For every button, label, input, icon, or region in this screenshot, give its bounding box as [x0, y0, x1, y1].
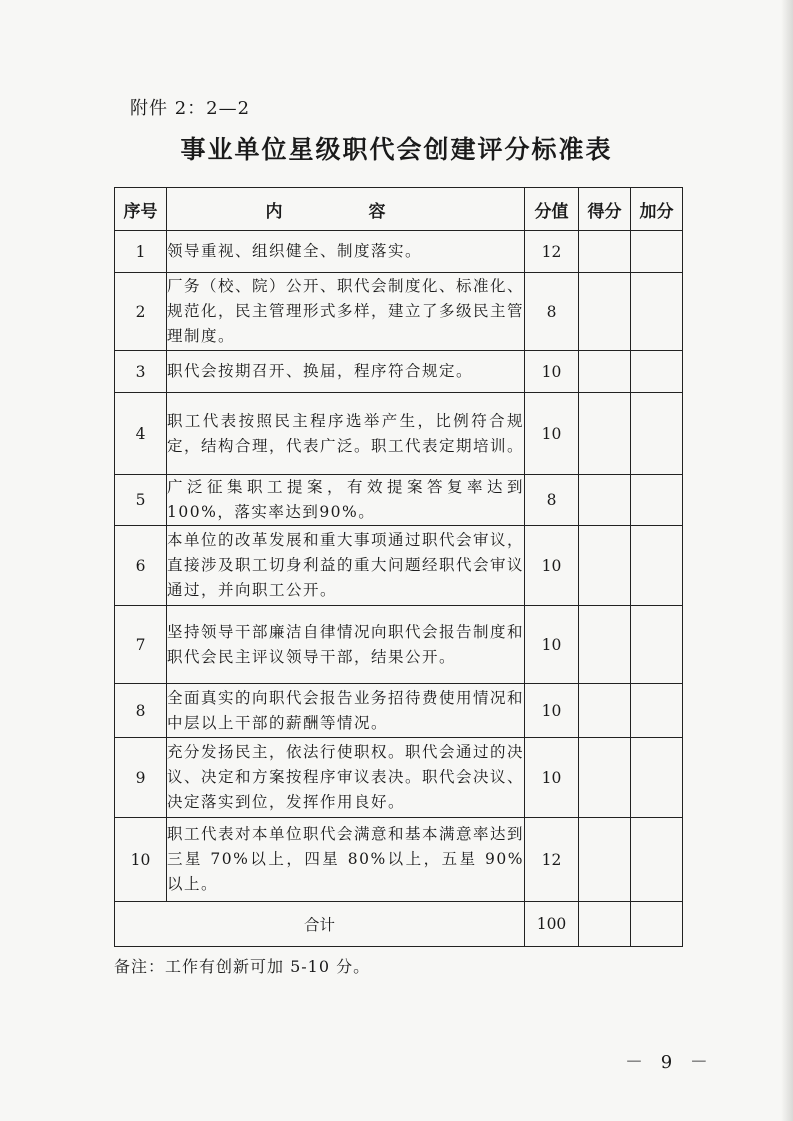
- row-index: 6: [115, 526, 167, 606]
- page-edge-shadow: [781, 0, 793, 1121]
- row-bonus: [631, 606, 683, 684]
- row-obtained: [579, 606, 631, 684]
- row-obtained: [579, 393, 631, 475]
- scoring-table: [114, 187, 683, 947]
- row-score: 12: [525, 231, 579, 273]
- table-row: [115, 606, 683, 684]
- row-bonus: [631, 526, 683, 606]
- row-obtained: [579, 526, 631, 606]
- row-obtained: [579, 475, 631, 526]
- row-content: 本单位的改革发展和重大事项通过职代会审议，直接涉及职工切身利益的重大问题经职代会审议通过，并向职工公开。: [167, 526, 525, 606]
- row-content: 坚持领导干部廉洁自律情况向职代会报告制度和职代会民主评议领导干部，结果公开。: [167, 606, 525, 684]
- table-row: [115, 475, 683, 526]
- row-index: 1: [115, 231, 167, 273]
- row-score: 10: [525, 393, 579, 475]
- row-bonus: [631, 684, 683, 738]
- header-obtained: 得分: [579, 188, 631, 231]
- table-row: [115, 526, 683, 606]
- total-bonus-cell: [631, 902, 683, 947]
- row-content: 职工代表按照民主程序选举产生，比例符合规定，结构合理，代表广泛。职工代表定期培训。: [167, 393, 525, 475]
- row-score: 10: [525, 606, 579, 684]
- table-row: [115, 738, 683, 818]
- total-obtained-cell: [579, 902, 631, 947]
- table-header-row: [115, 188, 683, 231]
- table-row: [115, 273, 683, 351]
- table-row: [115, 818, 683, 902]
- row-index: 10: [115, 818, 167, 902]
- row-score: 8: [525, 475, 579, 526]
- row-bonus: [631, 475, 683, 526]
- row-score: 10: [525, 684, 579, 738]
- row-obtained: [579, 738, 631, 818]
- row-index: 7: [115, 606, 167, 684]
- row-score: 10: [525, 526, 579, 606]
- row-content: 广泛征集职工提案，有效提案答复率达到100%，落实率达到90%。: [167, 475, 525, 526]
- row-score: 10: [525, 351, 579, 393]
- row-content: 充分发扬民主，依法行使职权。职代会通过的决议、决定和方案按程序审议表决。职代会决议、决定落实到位，发挥作用良好。: [167, 738, 525, 818]
- total-row: [115, 902, 683, 947]
- row-bonus: [631, 393, 683, 475]
- row-score: 8: [525, 273, 579, 351]
- row-bonus: [631, 738, 683, 818]
- row-bonus: [631, 818, 683, 902]
- row-index: 9: [115, 738, 167, 818]
- table-row: [115, 351, 683, 393]
- row-index: 3: [115, 351, 167, 393]
- header-bonus: 加分: [631, 188, 683, 231]
- row-content: 职工代表对本单位职代会满意和基本满意率达到三星 70%以上，四星 80%以上，五星 90%以上。: [167, 818, 525, 902]
- document-title: 事业单位星级职代会创建评分标准表: [180, 135, 613, 164]
- row-obtained: [579, 273, 631, 351]
- row-obtained: [579, 684, 631, 738]
- row-content: 全面真实的向职代会报告业务招待费使用情况和中层以上干部的薪酬等情况。: [167, 684, 525, 738]
- row-obtained: [579, 818, 631, 902]
- footnote: 备注：工作有创新可加 5-10 分。: [114, 957, 371, 976]
- row-content: 领导重视、组织健全、制度落实。: [167, 231, 525, 273]
- total-score: 100: [525, 902, 579, 947]
- header-score: 分值: [525, 188, 579, 231]
- row-bonus: [631, 273, 683, 351]
- table-row: [115, 231, 683, 273]
- row-obtained: [579, 231, 631, 273]
- row-content: 职代会按期召开、换届，程序符合规定。: [167, 351, 525, 393]
- row-content: 厂务（校、院）公开、职代会制度化、标准化、规范化，民主管理形式多样，建立了多级民主管理制度。: [167, 273, 525, 351]
- row-index: 2: [115, 273, 167, 351]
- table-row: [115, 393, 683, 475]
- row-index: 8: [115, 684, 167, 738]
- table-row: [115, 684, 683, 738]
- attachment-label: 附件 2：2—2: [130, 98, 251, 119]
- row-obtained: [579, 351, 631, 393]
- header-index: 序号: [115, 188, 167, 231]
- page-number: － 9 －: [625, 1052, 714, 1073]
- header-content: 内 容: [167, 188, 525, 231]
- row-bonus: [631, 351, 683, 393]
- row-score: 10: [525, 738, 579, 818]
- total-label: 合计: [115, 902, 525, 947]
- row-index: 4: [115, 393, 167, 475]
- row-score: 12: [525, 818, 579, 902]
- row-index: 5: [115, 475, 167, 526]
- row-bonus: [631, 231, 683, 273]
